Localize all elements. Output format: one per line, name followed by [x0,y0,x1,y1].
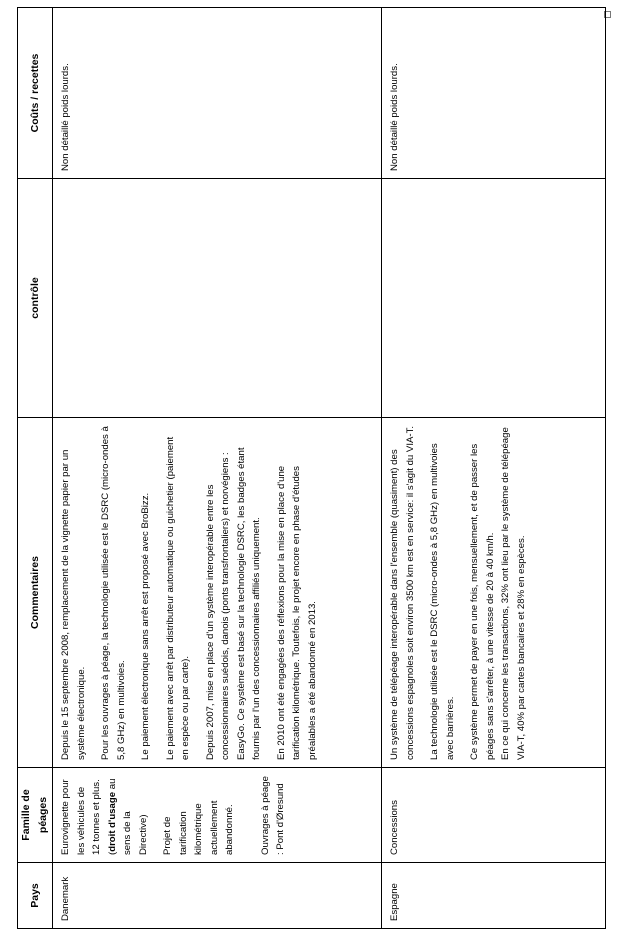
table-row [382,8,606,929]
famille-ouvrages: Ouvrages à péage : Pont d'Øresund [259,776,287,855]
header-commentaires: Commentaires [18,418,53,768]
comment-paragraph: Le paiement avec arrêt par distributeur automatique ou guichetier (paiement en espèce ou par carte). [164,436,192,760]
comment-paragraph: Le paiement électronique sans arrêt est proposé avec BroBizz. [140,492,152,760]
comment-paragraph: Depuis le 15 septembre 2008, remplacement de la vignette papier par un système électronique. [60,449,87,760]
table-row [53,8,382,929]
toll-table [17,7,606,929]
cell-pays: Espagne [382,863,606,929]
cell-couts: Non détaillé poids lourds. [53,8,382,179]
comment-paragraph: Ce système permet de payer en une fois, mensuellement, et de passer les péages sans s'arrêter, à une vitesse de 20 à 40 km/h. [469,443,496,760]
table-header-row [18,8,53,929]
famille-projet: Projet de tarification kilométrique actuellement abandonné. [162,800,236,855]
cell-controle [382,179,606,418]
comment-paragraph: La technologie utilisée est le DSRC (micro-ondes à 5,8 GHz) en multivoies avec barrières. [429,443,456,760]
famille-eurovignette: Eurovignette pour les véhicules de 12 tonnes et plus. (droit d'usage au sens de la Directive) [60,778,149,855]
cell-couts: Non détaillé poids lourds. [382,8,606,179]
header-pays: Pays [18,863,53,929]
comment-paragraph: Un système de télépéage interopérable dans l'ensemble (quasiment) des concessions espagnoles soit environ 3500 km est en service: il s'agit du VIA-T. [389,425,416,760]
comment-paragraph: En ce qui concerne les transactions, 32% ont lieu par le système de télépéage VIA-T, 40% par cartes bancaires et 28% en espèces. [500,427,527,760]
cell-famille: Concessions [382,768,606,863]
header-couts: Coûts / recettes [18,8,53,179]
cell-commentaires [382,418,606,768]
comment-paragraph: Pour les ouvrages à péage, la technologie utilisée est le DSRC (micro-ondes à 5,8 GHz) en multivoies. [100,426,127,760]
cell-controle [53,179,382,418]
comment-paragraph: En 2010 ont été engagées des réflexions pour la mise en place d'une tarification kilométrique. Toutefois, le projet encore en phase d'études préalables a été abandonné en 2013. [275,465,318,760]
header-famille: Famille de péages [18,768,53,863]
cell-pays: Danemark [53,863,382,929]
header-controle: contrôle [18,179,53,418]
cell-famille [53,768,382,863]
cell-commentaires [53,418,382,768]
comment-paragraph: Depuis 2007, mise en place d'un système interopérable entre les concessionnaires suédois, danois (ponts transfrontaliers) et norvégiens : EasyGo. Ce système est basé sur la technologie DSRC, les badges étant fournis par l'un des concessionnaires affiliés uniquement. [204,447,263,760]
